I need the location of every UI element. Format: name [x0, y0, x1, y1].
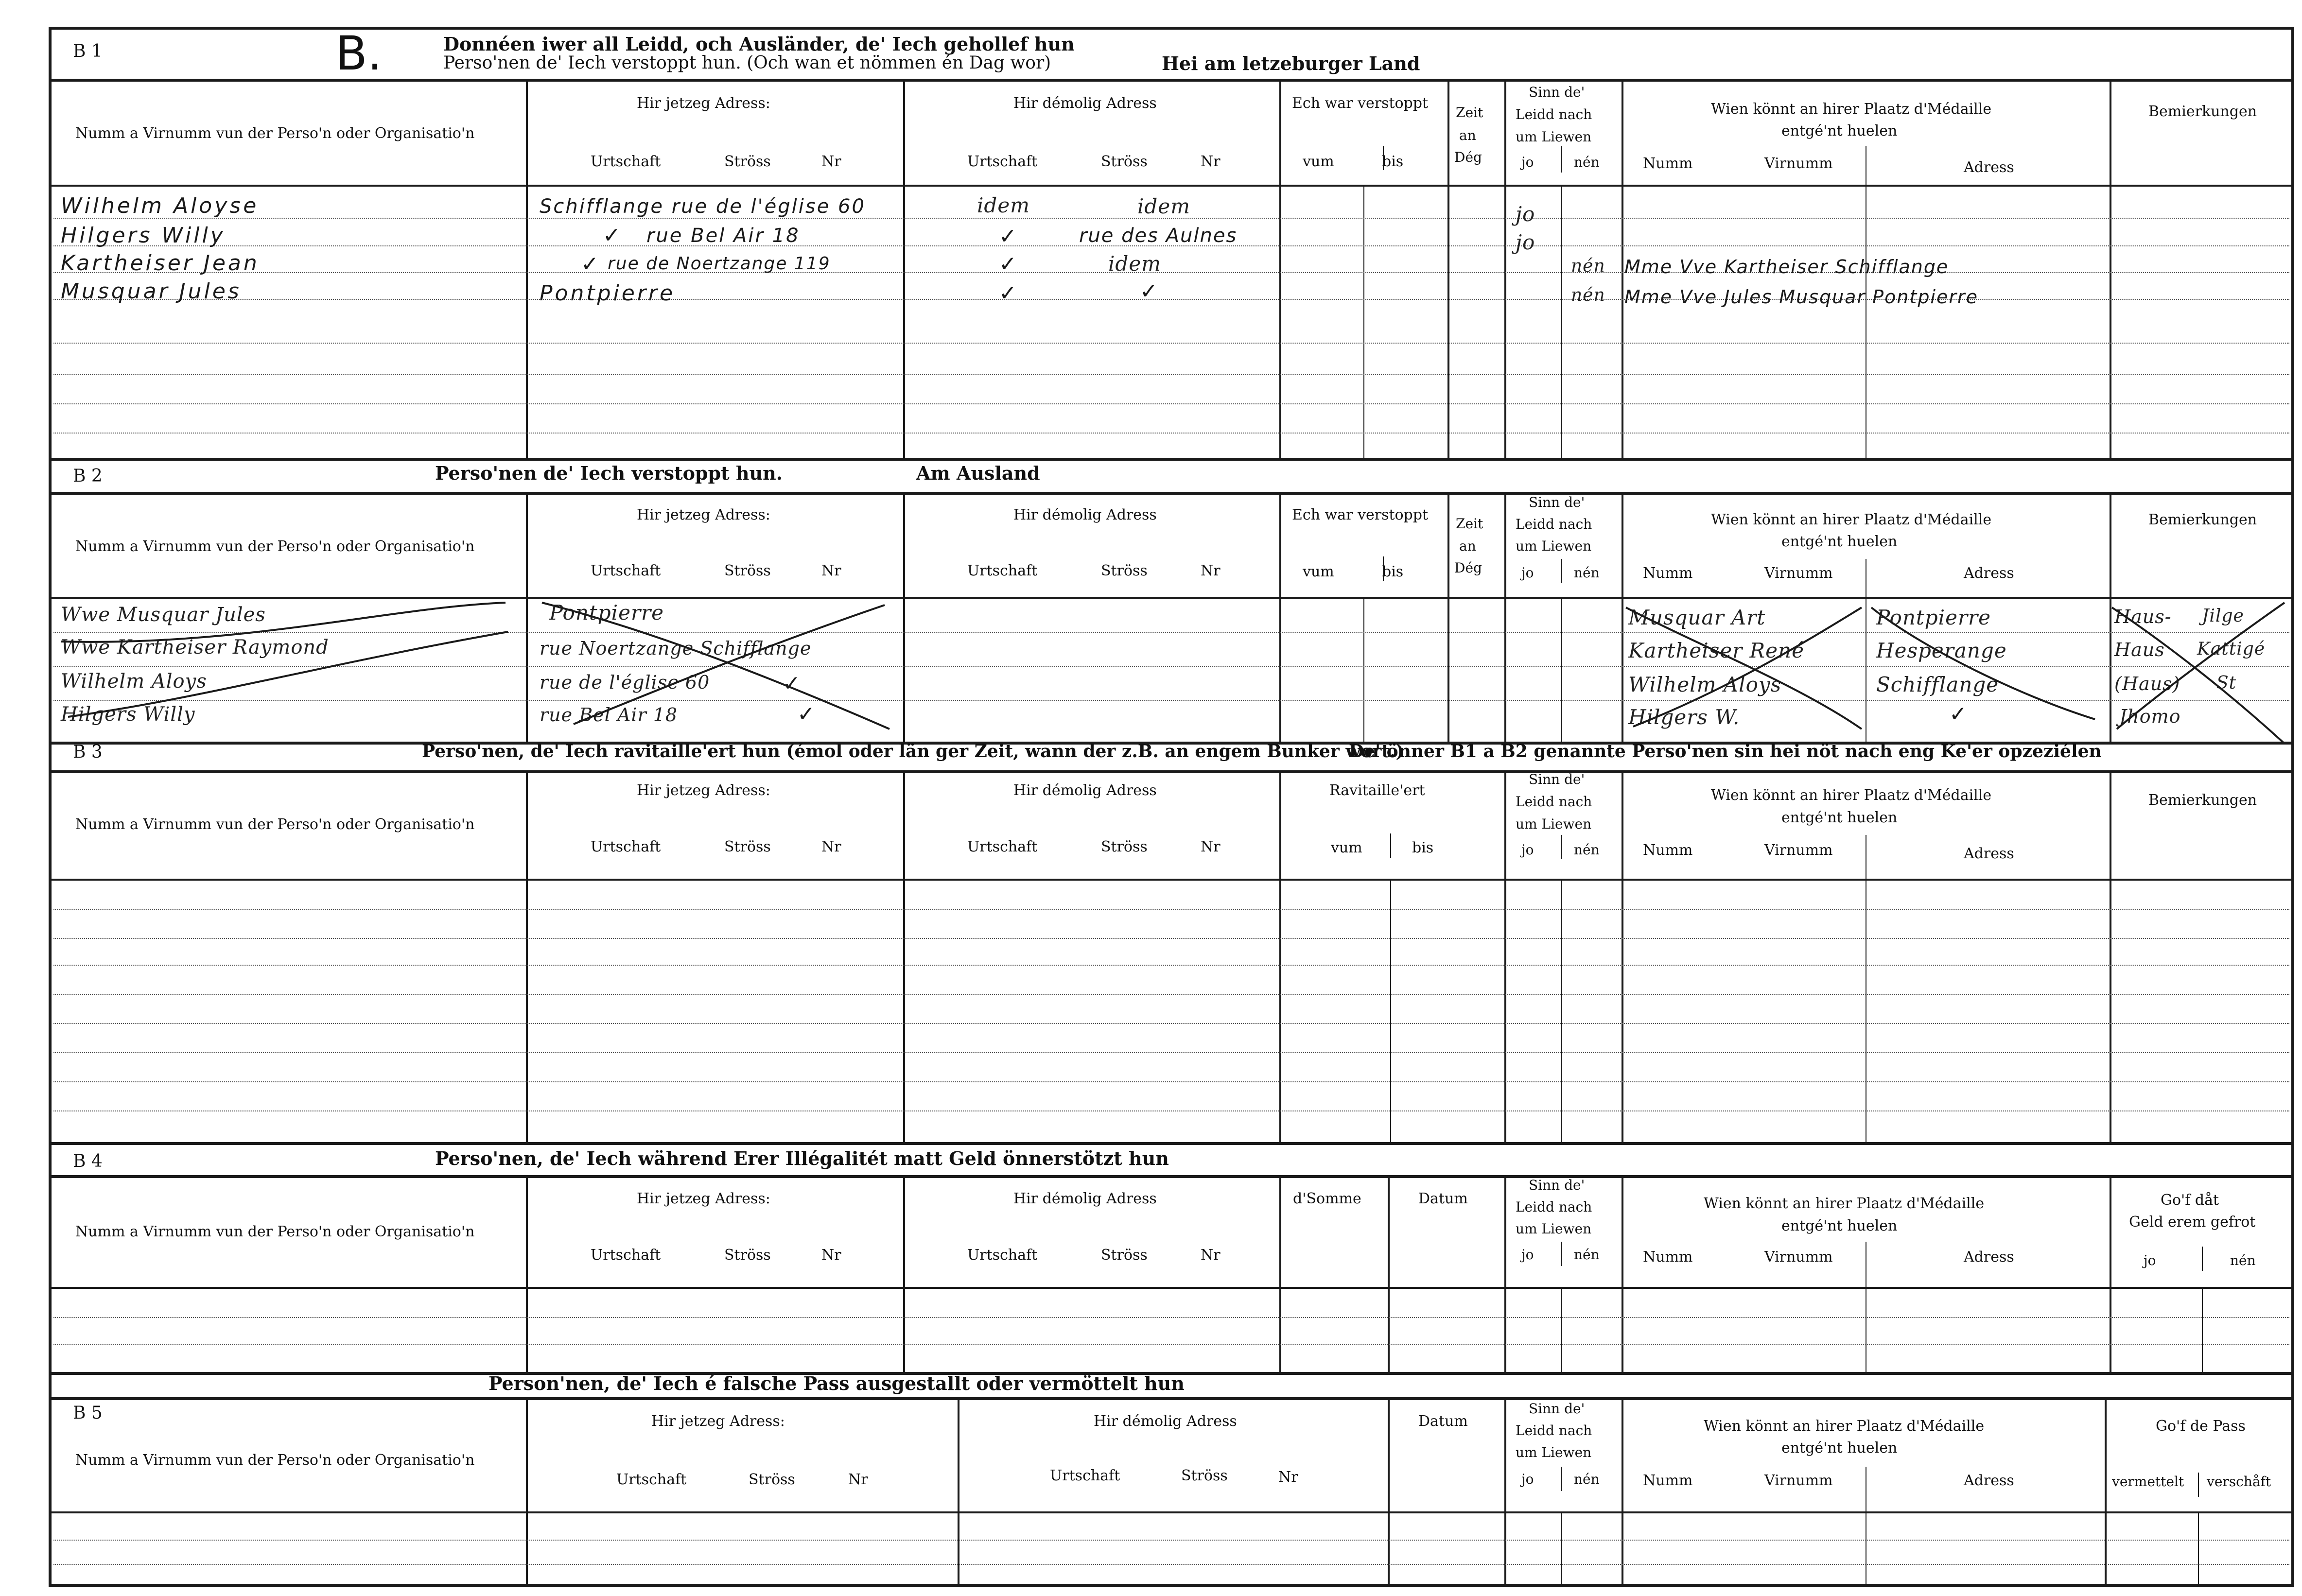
- section-id: B 3: [73, 742, 103, 762]
- header-stross: Ströss: [1101, 562, 1148, 579]
- rule: [1390, 880, 1391, 1142]
- header-numm: Numm: [1643, 1249, 1693, 1266]
- row-line: [53, 909, 2289, 910]
- header-name: Numm a Virnumm vun der Perso'n oder Organisatio'n: [75, 1452, 475, 1469]
- header-medal: entgé'nt huelen: [1781, 809, 1898, 826]
- entry-alive: nén: [1571, 256, 1605, 276]
- header-nr: Nr: [848, 1471, 868, 1488]
- rule: [2202, 1288, 2203, 1372]
- section-title: Perso'nen, de' Iech während Erer Illégalitét matt Geld önnerstötzt hun: [435, 1147, 1169, 1169]
- header-verschaft: verschåft: [2207, 1474, 2271, 1490]
- header-no: nén: [2230, 1252, 2256, 1268]
- check-mark: ✓: [1949, 702, 1970, 727]
- entry-alive: nén: [1571, 285, 1605, 305]
- entry-medal-name: Wilhelm Aloys: [1628, 673, 1782, 696]
- header-time: Dég: [1454, 560, 1482, 576]
- section-title-right: Hei am letzeburger Land: [1162, 52, 1420, 74]
- header-alive: Leidd nach: [1516, 106, 1592, 122]
- entry-remark: Haus: [2114, 639, 2165, 660]
- header-name: Numm a Virnumm vun der Perso'n oder Organisatio'n: [75, 816, 475, 833]
- entry-name: Wilhelm Aloys: [61, 670, 207, 693]
- header-medal: entgé'nt huelen: [1781, 122, 1898, 139]
- header-stross: Ströss: [1101, 1247, 1148, 1264]
- section-title-line2: Perso'nen de' Iech verstoppt hun. (Och wan et nömmen én Dag wor): [443, 53, 1051, 73]
- rule: [1504, 772, 1506, 1142]
- header-urtschaft: Urtschaft: [591, 562, 661, 579]
- entry-current-address: Pontpierre: [540, 281, 676, 306]
- header-medal: entgé'nt huelen: [1781, 533, 1898, 550]
- header-remarks: Bemierkungen: [2148, 103, 2257, 120]
- entry-medal-address: Schifflange: [1876, 673, 1999, 696]
- header-from: vum: [1331, 839, 1362, 856]
- header-name: Numm a Virnumm vun der Perso'n oder Organisatio'n: [75, 1223, 475, 1240]
- check-mark: ✓: [603, 223, 623, 248]
- header-hidden: Ech war verstoppt: [1292, 95, 1429, 112]
- header-until: bis: [1382, 563, 1404, 580]
- rule: [1561, 835, 1562, 859]
- entry-former-address: idem: [977, 193, 1030, 217]
- row-line: [53, 965, 2289, 966]
- header-adress: Adress: [1964, 845, 2014, 862]
- header-from: vum: [1303, 153, 1334, 170]
- rule: [2110, 1177, 2111, 1372]
- header-alive: Sinn de': [1529, 1401, 1585, 1417]
- header-alive: Leidd nach: [1516, 1199, 1592, 1215]
- header-former-address: Hir démolig Adress: [1013, 506, 1157, 523]
- entry-current-address: rue Bel Air 18: [540, 704, 678, 726]
- rule: [1504, 1399, 1506, 1584]
- header-alive: Leidd nach: [1516, 516, 1592, 532]
- header-urtschaft: Urtschaft: [967, 1247, 1038, 1264]
- entry-remark: (Haus): [2114, 673, 2180, 694]
- entry-alive: jo: [1516, 202, 1535, 226]
- entry-current-address: rue de l'église 60: [540, 672, 710, 693]
- header-urtschaft: Urtschaft: [967, 153, 1038, 170]
- entry-name: Wwe Kartheiser Raymond: [61, 636, 329, 659]
- rule: [1504, 1177, 1506, 1372]
- header-stross: Ströss: [749, 1471, 795, 1488]
- rule: [1561, 1467, 1562, 1491]
- header-medal: entgé'nt huelen: [1781, 1440, 1898, 1457]
- header-nr: Nr: [821, 1247, 841, 1264]
- header-alive: um Liewen: [1516, 1221, 1592, 1237]
- header-remarks: Bemierkungen: [2148, 792, 2257, 809]
- header-nr: Nr: [1278, 1469, 1298, 1486]
- header-medal: Wien könnt an hirer Plaatz d'Médaille: [1711, 101, 1992, 118]
- header-stross: Ströss: [724, 1247, 771, 1264]
- entry-name: Wwe Musquar Jules: [61, 604, 266, 626]
- header-nr: Nr: [1201, 838, 1221, 855]
- row-line: [53, 1344, 2289, 1345]
- rule: [1561, 880, 1562, 1142]
- rule: [1561, 1242, 1562, 1266]
- entry-name: Hilgers Willy: [61, 703, 195, 726]
- entry-current-address: rue de Noertzange 119: [608, 254, 831, 274]
- header-somme: d'Somme: [1293, 1190, 1361, 1207]
- header-pass: Go'f de Pass: [2156, 1418, 2246, 1435]
- header-nr: Nr: [1201, 1247, 1221, 1264]
- row-line: [53, 1081, 2289, 1082]
- header-numm: Numm: [1643, 842, 1693, 859]
- rule: [49, 879, 2294, 881]
- rule: [526, 1399, 528, 1584]
- entry-remark: Jilge: [2202, 606, 2244, 626]
- section-id: B 2: [73, 466, 103, 486]
- header-until: bis: [1412, 839, 1434, 856]
- header-stross: Ströss: [1101, 838, 1148, 855]
- header-medal: Wien könnt an hirer Plaatz d'Médaille: [1711, 511, 1992, 528]
- rule: [526, 772, 528, 1142]
- rule: [1561, 1288, 1562, 1372]
- header-yes: jo: [1521, 1471, 1534, 1487]
- check-mark: ✓: [999, 224, 1019, 249]
- header-urtschaft: Urtschaft: [967, 838, 1038, 855]
- section-id: B 5: [73, 1403, 103, 1423]
- header-nr: Nr: [1201, 153, 1221, 170]
- rule: [1279, 1177, 1281, 1372]
- rule: [49, 1175, 2294, 1178]
- entry-remark: Haus-: [2114, 606, 2172, 627]
- header-alive: um Liewen: [1516, 538, 1592, 554]
- header-adress: Adress: [1964, 1249, 2014, 1266]
- entry-medal-name: Musquar Art: [1628, 606, 1766, 629]
- section-title-text: Perso'nen, de' Iech ravitaille'ert hun (émol oder län ger Zeit, wann der z.B. an engem Bunker wort.): [422, 741, 1404, 762]
- header-until: bis: [1382, 153, 1404, 170]
- header-name: Numm a Virnumm vun der Perso'n oder Organisatio'n: [75, 538, 475, 555]
- header-urtschaft: Urtschaft: [1050, 1467, 1120, 1484]
- header-current-address: Hir jetzeg Adress:: [651, 1413, 785, 1430]
- rule: [49, 1142, 2294, 1145]
- header-yes: jo: [1521, 842, 1534, 858]
- header-remarks: Bemierkungen: [2148, 511, 2257, 528]
- header-former-address: Hir démolig Adress: [1013, 782, 1157, 799]
- header-virnumm: Virnumm: [1764, 1249, 1833, 1266]
- rule: [903, 772, 905, 1142]
- header-yes: jo: [1521, 1247, 1534, 1263]
- row-line: [53, 1317, 2289, 1318]
- rule: [49, 1287, 2294, 1289]
- check-mark: ✓: [999, 252, 1019, 277]
- header-medal: Wien könnt an hirer Plaatz d'Médaille: [1704, 1195, 1985, 1212]
- header-yes: jo: [1521, 565, 1534, 581]
- entry-current-address: Schifflange rue de l'église 60: [540, 195, 866, 218]
- header-adress: Adress: [1964, 565, 2014, 582]
- header-alive: Sinn de': [1529, 1177, 1585, 1193]
- entry-current-address: rue Bel Air 18: [646, 225, 800, 247]
- header-nr: Nr: [821, 153, 841, 170]
- header-alive: Sinn de': [1529, 84, 1585, 100]
- header-alive: um Liewen: [1516, 129, 1592, 145]
- rule: [1622, 772, 1623, 1142]
- check-mark: ✓: [999, 281, 1019, 306]
- header-yes: jo: [1521, 154, 1534, 170]
- entry-name: Wilhelm Aloyse: [61, 193, 259, 218]
- entry-medal-address: Hesperange: [1876, 639, 2007, 662]
- rule: [1622, 1177, 1623, 1372]
- entry-name: Kartheiser Jean: [61, 251, 260, 276]
- section-letter: B.: [335, 26, 383, 81]
- rule: [958, 1399, 959, 1584]
- header-former-address: Hir démolig Adress: [1013, 95, 1157, 112]
- header-urtschaft: Urtschaft: [616, 1471, 687, 1488]
- header-alive: um Liewen: [1516, 816, 1592, 832]
- header-no: nén: [1574, 842, 1600, 858]
- row-line: [53, 1110, 2289, 1111]
- header-time: an: [1459, 538, 1476, 554]
- check-mark: ✓: [581, 252, 601, 277]
- row-line: [53, 1052, 2289, 1053]
- header-name: Numm a Virnumm vun der Perso'n oder Organisatio'n: [75, 125, 475, 142]
- header-yes: jo: [2144, 1252, 2156, 1268]
- header-gift-money: Geld erem gefrot: [2129, 1214, 2256, 1231]
- header-current-address: Hir jetzeg Adress:: [637, 1190, 770, 1207]
- header-hidden: Ech war verstoppt: [1292, 506, 1429, 523]
- entry-medal: Mme Vve Kartheiser Schifflange: [1624, 256, 1949, 278]
- header-adress: Adress: [1964, 159, 2014, 176]
- header-virnumm: Virnumm: [1764, 155, 1833, 172]
- rule: [2198, 1473, 2199, 1497]
- header-no: nén: [1574, 1471, 1600, 1487]
- header-medal: entgé'nt huelen: [1781, 1217, 1898, 1234]
- entry-remark: Kattigé: [2197, 639, 2266, 659]
- header-time: an: [1459, 127, 1476, 143]
- check-mark: ✓: [783, 671, 803, 696]
- rule: [1388, 1399, 1390, 1584]
- rule: [49, 770, 2294, 773]
- row-line: [53, 1540, 2289, 1541]
- rule: [526, 1177, 528, 1372]
- header-urtschaft: Urtschaft: [591, 153, 661, 170]
- entry-medal: Mme Vve Jules Musquar Pontpierre: [1624, 286, 1978, 308]
- entry-former-street: rue des Aulnes: [1079, 225, 1238, 247]
- header-current-address: Hir jetzeg Adress:: [637, 95, 770, 112]
- section-title: Perso'nen de' Iech verstoppt hun.: [435, 462, 783, 484]
- header-time: Zeit: [1456, 104, 1483, 121]
- header-nr: Nr: [821, 562, 841, 579]
- header-virnumm: Virnumm: [1764, 842, 1833, 859]
- section-title-line1: Donnéen iwer all Leidd, och Ausländer, de' Iech gehollef hun: [443, 33, 1075, 55]
- header-current-address: Hir jetzeg Adress:: [637, 506, 770, 523]
- rule: [1561, 1512, 1562, 1584]
- header-numm: Numm: [1643, 155, 1693, 172]
- header-no: nén: [1574, 1247, 1600, 1263]
- entry-medal-name: Hilgers W.: [1628, 705, 1740, 729]
- header-alive: Leidd nach: [1516, 794, 1592, 810]
- header-medal: Wien könnt an hirer Plaatz d'Médaille: [1704, 1418, 1985, 1435]
- rule: [1390, 833, 1391, 858]
- header-stross: Ströss: [724, 153, 771, 170]
- header-nr: Nr: [821, 838, 841, 855]
- rule: [903, 1177, 905, 1372]
- section-title: [422, 743, 1404, 760]
- header-former-address: Hir démolig Adress: [1013, 1190, 1157, 1207]
- rule: [1622, 1399, 1623, 1584]
- rule: [1388, 1177, 1390, 1372]
- row-line: [53, 938, 2289, 939]
- header-stross: Ströss: [1101, 153, 1148, 170]
- header-stross: Ströss: [1181, 1467, 1228, 1484]
- header-medal: Wien könnt an hirer Plaatz d'Médaille: [1711, 787, 1992, 804]
- header-urtschaft: Urtschaft: [591, 838, 661, 855]
- header-time: Dég: [1454, 149, 1482, 165]
- entry-current-address: rue Noertzange Schifflange: [540, 638, 812, 659]
- header-datum: Datum: [1418, 1413, 1468, 1430]
- header-datum: Datum: [1418, 1190, 1468, 1207]
- header-vermettelt: vermettelt: [2112, 1474, 2184, 1490]
- entry-alive: jo: [1516, 230, 1535, 254]
- entry-remark: St: [2216, 673, 2237, 693]
- entry-name: Hilgers Willy: [61, 223, 226, 248]
- header-adress: Adress: [1964, 1472, 2014, 1489]
- header-virnumm: Virnumm: [1764, 1472, 1833, 1489]
- header-from: vum: [1303, 563, 1334, 580]
- header-alive: Sinn de': [1529, 771, 1585, 787]
- header-urtschaft: Urtschaft: [967, 562, 1038, 579]
- header-no: nén: [1574, 154, 1600, 170]
- header-alive: Sinn de': [1529, 494, 1585, 510]
- check-mark: ✓: [1140, 279, 1160, 304]
- entry-current-address: Pontpierre: [549, 601, 664, 625]
- rule: [2202, 1247, 2203, 1271]
- header-no: nén: [1574, 565, 1600, 581]
- header-urtschaft: Urtschaft: [591, 1247, 661, 1264]
- section-title-right: De' önner B1 a B2 genannte Perso'nen sin hei nöt nach eng Ke'er opzeziélen: [1349, 741, 2102, 762]
- header-time: Zeit: [1456, 516, 1483, 532]
- rule: [2110, 772, 2111, 1142]
- section-id: B 4: [73, 1151, 103, 1171]
- row-line: [53, 1023, 2289, 1024]
- row-line: [53, 994, 2289, 995]
- entry-medal-address: Pontpierre: [1876, 606, 1991, 629]
- entry-former-street: idem: [1108, 252, 1161, 276]
- rule: [2198, 1512, 2199, 1584]
- entry-former-street: idem: [1137, 194, 1190, 218]
- header-alive: Leidd nach: [1516, 1423, 1592, 1439]
- check-mark: ✓: [797, 702, 818, 727]
- header-numm: Numm: [1643, 1472, 1693, 1489]
- section-title-right: Am Ausland: [916, 462, 1040, 484]
- header-gift-money: Go'f dåt: [2161, 1192, 2219, 1209]
- header-nr: Nr: [1201, 562, 1221, 579]
- header-virnumm: Virnumm: [1764, 565, 1833, 582]
- row-line: [53, 1564, 2289, 1565]
- rule: [49, 1511, 2294, 1513]
- rule: [49, 1397, 2294, 1400]
- entry-name: Musquar Jules: [61, 279, 242, 304]
- entry-remark: Jhomo: [2119, 706, 2181, 727]
- rule: [1279, 772, 1281, 1142]
- header-stross: Ströss: [724, 838, 771, 855]
- header-current-address: Hir jetzeg Adress:: [637, 782, 770, 799]
- header-alive: um Liewen: [1516, 1444, 1592, 1460]
- entry-medal-name: Kartheiser René: [1628, 639, 1804, 662]
- section-id: B 1: [73, 41, 103, 61]
- header-ravitailleert: Ravitaille'ert: [1329, 782, 1425, 799]
- header-stross: Ströss: [724, 562, 771, 579]
- header-former-address: Hir démolig Adress: [1094, 1413, 1237, 1430]
- section-title: Person'nen, de' Iech é falsche Pass ausgestallt oder vermöttelt hun: [488, 1372, 1185, 1394]
- header-numm: Numm: [1643, 565, 1693, 582]
- rule: [2105, 1399, 2107, 1584]
